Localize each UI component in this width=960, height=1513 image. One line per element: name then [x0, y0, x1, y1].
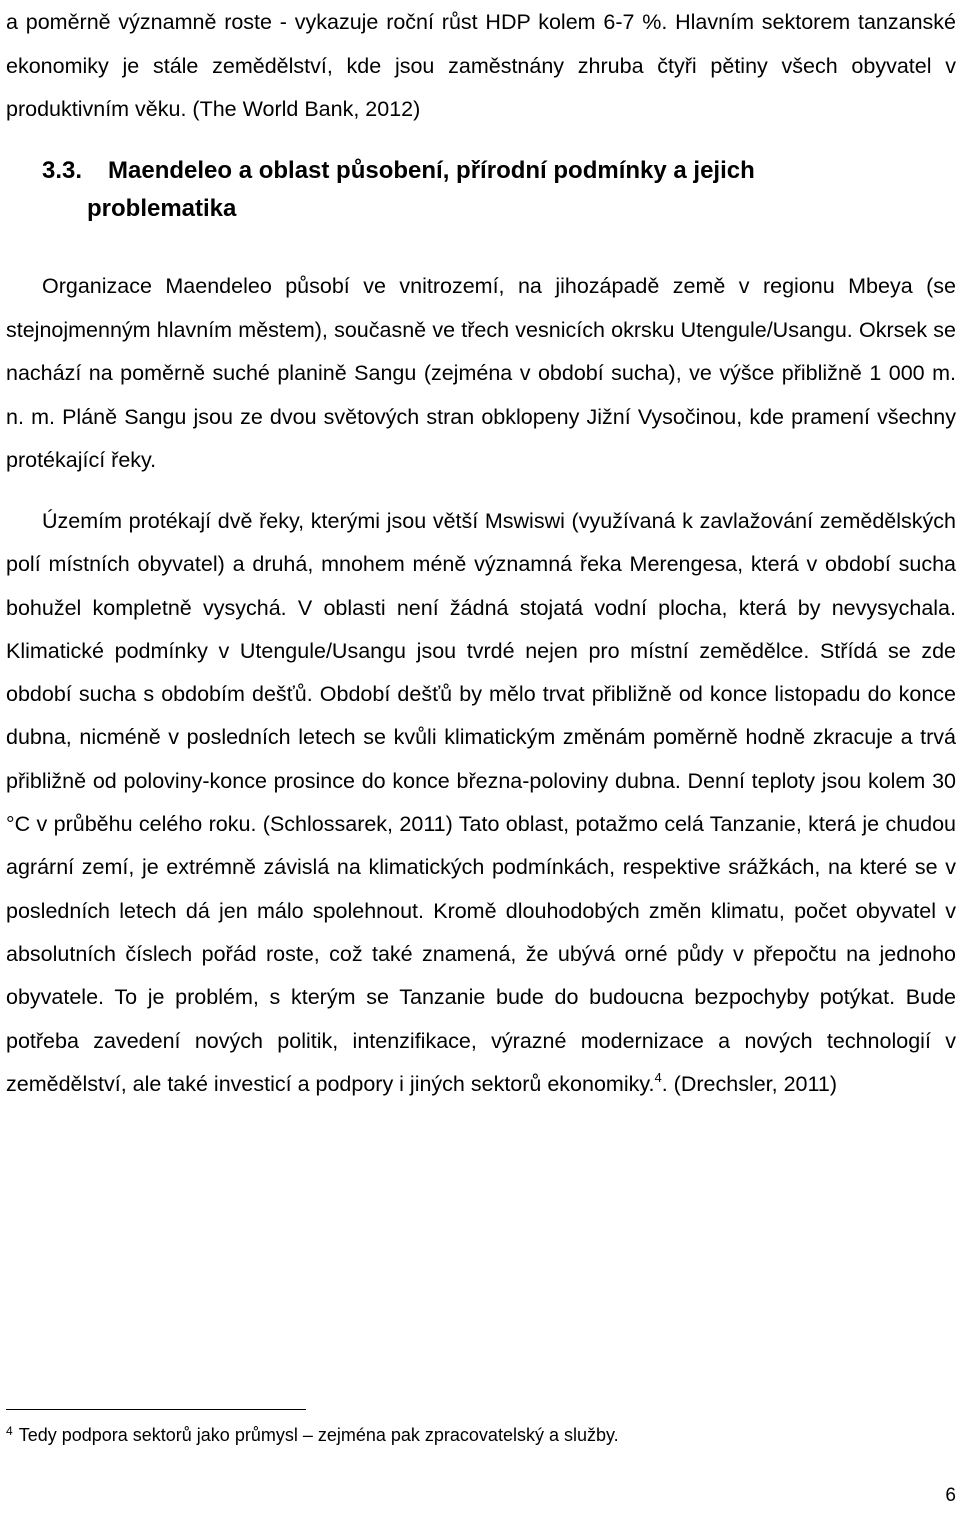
footnote-mark: 4: [6, 1424, 13, 1438]
footnote: [6, 1421, 906, 1449]
paragraph-area: [6, 500, 956, 1106]
footnote-text: Tedy podpora sektorů jako průmysl – zejména pak zpracovatelský a služby.: [18, 1425, 619, 1445]
section-heading: [42, 152, 907, 228]
paragraph-organization: [6, 265, 956, 483]
intro-paragraph: a poměrně významně roste - vykazuje roční růst HDP kolem 6-7 %. Hlavním sektorem tanzanské ekonomiky je stále zemědělství, kde jsou zaměstnány zhruba čtyři pětiny všech obyvatel v produktivním věku. (The World Bank, 2012): [6, 10, 956, 121]
page-number: 6: [945, 1485, 956, 1506]
footnote-reference[interactable]: 4: [654, 1069, 662, 1085]
section-title: Maendeleo a oblast působení, přírodní podmínky a jejich problematika: [87, 157, 755, 222]
paragraph-area-citation: . (Drechsler, 2011): [661, 1071, 837, 1096]
paragraph-organization-text: Organizace Maendeleo působí ve vnitrozemí, na jihozápadě země v regionu Mbeya (se stejnojmenným hlavním městem), současně ve třech vesnicích okrsku Utengule/Usangu. Okrsek se nachází na poměrně suché planině Sangu (zejména v období sucha), ve výšce přibližně 1 000 m. n. m. Pláně Sangu jsou ze dvou světových stran obklopeny Jižní Vysočinou, kde pramení všechny protékající řeky.: [6, 274, 956, 472]
footnote-separator: [6, 1409, 306, 1410]
section-number: 3.3.: [42, 157, 83, 184]
paragraph-area-text: Územím protékají dvě řeky, kterými jsou větší Mswiswi (využívaná k zavlažování zemědělských polí místních obyvatel) a druhá, mnohem méně významná řeka Merengesa, která v období sucha bohužel kompletně vysychá. V oblasti není žádná stojatá vodní plocha, která by nevysychala. Klimatické podmínky v Utengule/Usangu jsou tvrdé nejen pro místní zemědělce. Střídá se zde období sucha s obdobím dešťů. Období dešťů by mělo trvat přibližně od konce listopadu do konce dubna, nicméně v posledních letech se kvůli klimatickým změnám poměrně hodně zkracuje a trvá přibližně od poloviny-konce prosince do konce března-poloviny dubna. Denní teploty jsou kolem 30 °C v průběhu celého roku. (Schlossarek, 2011) Tato oblast, potažmo celá Tanzanie, která je chudou agrární zemí, je extrémně závislá na klimatických podmínkách, respektive srážkách, na které se v posledních letech dá jen málo spolehnout. Kromě dlouhodobých změn klimatu, počet obyvatel v absolutních číslech pořád roste, což také znamená, že ubývá orné půdy v přepočtu na jednoho obyvatele. To je problém, s kterým se Tanzanie bude do budoucna bezpochyby potýkat. Bude potřeba zavedení nových politik, intenzifikace, výrazné modernizace a nových technologií v zemědělství, ale také investicí a podpory i jiných sektorů ekonomiky.: [6, 509, 956, 1096]
